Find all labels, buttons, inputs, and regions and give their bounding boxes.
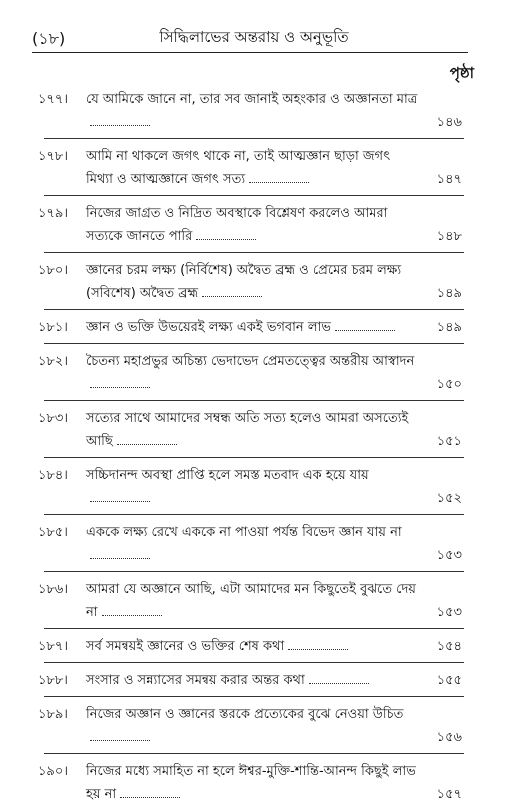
entry-page: ১৪৬ bbox=[436, 115, 462, 130]
dot-leader bbox=[90, 740, 150, 741]
entry-separator bbox=[44, 628, 464, 629]
entry-number: ১৮৮। bbox=[38, 673, 68, 688]
entry-title: আমরা যে অজ্ঞানে আছি, এটা আমাদের মন কিছুতেই বুঝতে দেয় না bbox=[86, 582, 416, 620]
toc-entry bbox=[38, 407, 470, 453]
entry-title: যে আমিকে জানে না, তার সব জানাই অহংকার ও অজ্ঞানতা মাত্র bbox=[86, 88, 418, 134]
entry-title: সর্ব সমন্বয়ই জ্ঞানের ও ভক্তির শেষ কথা bbox=[86, 635, 418, 658]
entry-page: ১৪৮ bbox=[436, 229, 462, 244]
entry-separator bbox=[44, 696, 464, 697]
entry-page: ১৫৩ bbox=[436, 605, 462, 620]
dot-leader bbox=[288, 649, 348, 650]
toc-entry bbox=[38, 88, 470, 134]
entry-number: ১৭৮। bbox=[38, 149, 68, 164]
entry-number: ১৭৭। bbox=[38, 92, 68, 107]
toc-entry bbox=[38, 521, 470, 567]
entry-number: ১৮৫। bbox=[38, 525, 68, 540]
entry-separator bbox=[44, 753, 464, 754]
page-column-label: পৃষ্ঠা bbox=[449, 64, 474, 82]
dot-leader bbox=[309, 683, 369, 684]
toc-entry bbox=[38, 316, 470, 339]
entry-title: নিজের মধ্যে সমাহিত না হলে ঈশ্বর-মুক্তি-শান্তি-আনন্দ কিছুই লাভ হয় না bbox=[86, 764, 416, 802]
entry-separator bbox=[44, 309, 464, 310]
entry-number: ১৮৭। bbox=[38, 639, 68, 654]
toc-entry bbox=[38, 259, 470, 305]
entry-separator bbox=[44, 195, 464, 196]
entry-separator bbox=[44, 571, 464, 572]
page-header bbox=[24, 22, 484, 52]
dot-leader bbox=[196, 239, 256, 240]
dot-leader bbox=[120, 797, 180, 798]
entry-number: ১৮২। bbox=[38, 354, 68, 369]
toc-entry bbox=[38, 669, 470, 692]
entry-number: ১৭৯। bbox=[38, 206, 68, 221]
entry-page: ১৫০ bbox=[436, 377, 462, 392]
dot-leader bbox=[117, 444, 177, 445]
entry-separator bbox=[44, 400, 464, 401]
entry-title: সত্যের সাথে আমাদের সম্বন্ধ অতি সত্য হলেও আমরা অসত্যেই আছি bbox=[86, 411, 409, 449]
entry-page: ১৫৪ bbox=[436, 639, 462, 654]
entry-number: ১৮৪। bbox=[38, 468, 68, 483]
toc-entry bbox=[38, 464, 470, 510]
dot-leader bbox=[90, 387, 150, 388]
entry-title: জ্ঞান ও ভক্তি উভয়েরই লক্ষ্য একই ভগবান লাভ bbox=[86, 316, 418, 339]
entry-page: ১৫৩ bbox=[436, 548, 462, 563]
entry-separator bbox=[44, 252, 464, 253]
entry-separator bbox=[44, 457, 464, 458]
entry-page: ১৫২ bbox=[436, 491, 462, 506]
entry-separator bbox=[44, 514, 464, 515]
dot-leader bbox=[249, 182, 309, 183]
entry-page: ১৫৭ bbox=[436, 787, 462, 802]
entry-separator bbox=[44, 662, 464, 663]
dot-leader bbox=[90, 501, 150, 502]
entry-separator bbox=[44, 138, 464, 139]
entry-page: ১৫৬ bbox=[436, 730, 462, 745]
toc-entry bbox=[38, 202, 470, 248]
entry-title: নিজের অজ্ঞান ও জ্ঞানের স্তরকে প্রত্যেকের বুঝে নেওয়া উচিত bbox=[86, 703, 418, 749]
entry-number: ১৮৬। bbox=[38, 582, 68, 597]
entry-number: ১৯০। bbox=[38, 764, 68, 779]
entry-title: আমি না থাকলে জগৎ থাকে না, তাই আত্মজ্ঞান ছাড়া জগৎ মিথ্যা ও আত্মজ্ঞানে জগৎ সত্য bbox=[86, 149, 391, 187]
entry-page: ১৪৯ bbox=[436, 320, 462, 335]
toc-entry bbox=[38, 703, 470, 749]
entry-number: ১৮১। bbox=[38, 320, 68, 335]
entry-title: চৈতন্য মহাপ্রভুর অচিন্ত্য ভেদাভেদ প্রেমতত্ত্বের অন্তরীয় আস্বাদন bbox=[86, 350, 418, 396]
toc-entry bbox=[38, 578, 470, 624]
entry-title: সচ্চিদানন্দ অবস্থা প্রাপ্তি হলে সমস্ত মতবাদ এক হয়ে যায় bbox=[86, 464, 418, 510]
entry-title: সংসার ও সন্ন্যাসের সমন্বয় করার অন্তর কথা bbox=[86, 669, 418, 692]
table-of-contents bbox=[38, 88, 470, 806]
toc-entry bbox=[38, 760, 470, 806]
entry-number: ১৮৩। bbox=[38, 411, 68, 426]
entry-page: ১৪৯ bbox=[436, 286, 462, 301]
toc-entry bbox=[38, 635, 470, 658]
entry-title: জ্ঞানের চরম লক্ষ্য (নির্বিশেষ) অদ্বৈত ব্রহ্ম ও প্রেমের চরম লক্ষ্য (সবিশেষ) অদ্বৈত ব্রহ্ম bbox=[86, 263, 402, 301]
entry-page: ১৫৫ bbox=[436, 673, 462, 688]
dot-leader bbox=[90, 125, 150, 126]
dot-leader bbox=[202, 296, 262, 297]
entry-page: ১৪৭ bbox=[436, 172, 462, 187]
entry-separator bbox=[44, 343, 464, 344]
entry-number: ১৮৯। bbox=[38, 707, 68, 722]
page-title: সিদ্ধিলাভের অন্তরায় ও অনুভূতি bbox=[159, 28, 349, 46]
page-number: (১৮) bbox=[32, 29, 66, 48]
entry-title: এককে লক্ষ্য রেখে এককে না পাওয়া পর্যন্ত বিভেদ জ্ঞান যায় না bbox=[86, 521, 418, 567]
dot-leader bbox=[335, 330, 395, 331]
toc-entry bbox=[38, 350, 470, 396]
header-rule bbox=[32, 52, 468, 53]
dot-leader bbox=[102, 615, 162, 616]
dot-leader bbox=[90, 558, 150, 559]
entry-title: নিজের জাগ্রত ও নিদ্রিত অবস্থাকে বিশ্লেষণ করলেও আমরা সত্যকে জানতে পারি bbox=[86, 206, 388, 244]
entry-number: ১৮০। bbox=[38, 263, 68, 278]
entry-page: ১৫১ bbox=[436, 434, 462, 449]
toc-entry bbox=[38, 145, 470, 191]
